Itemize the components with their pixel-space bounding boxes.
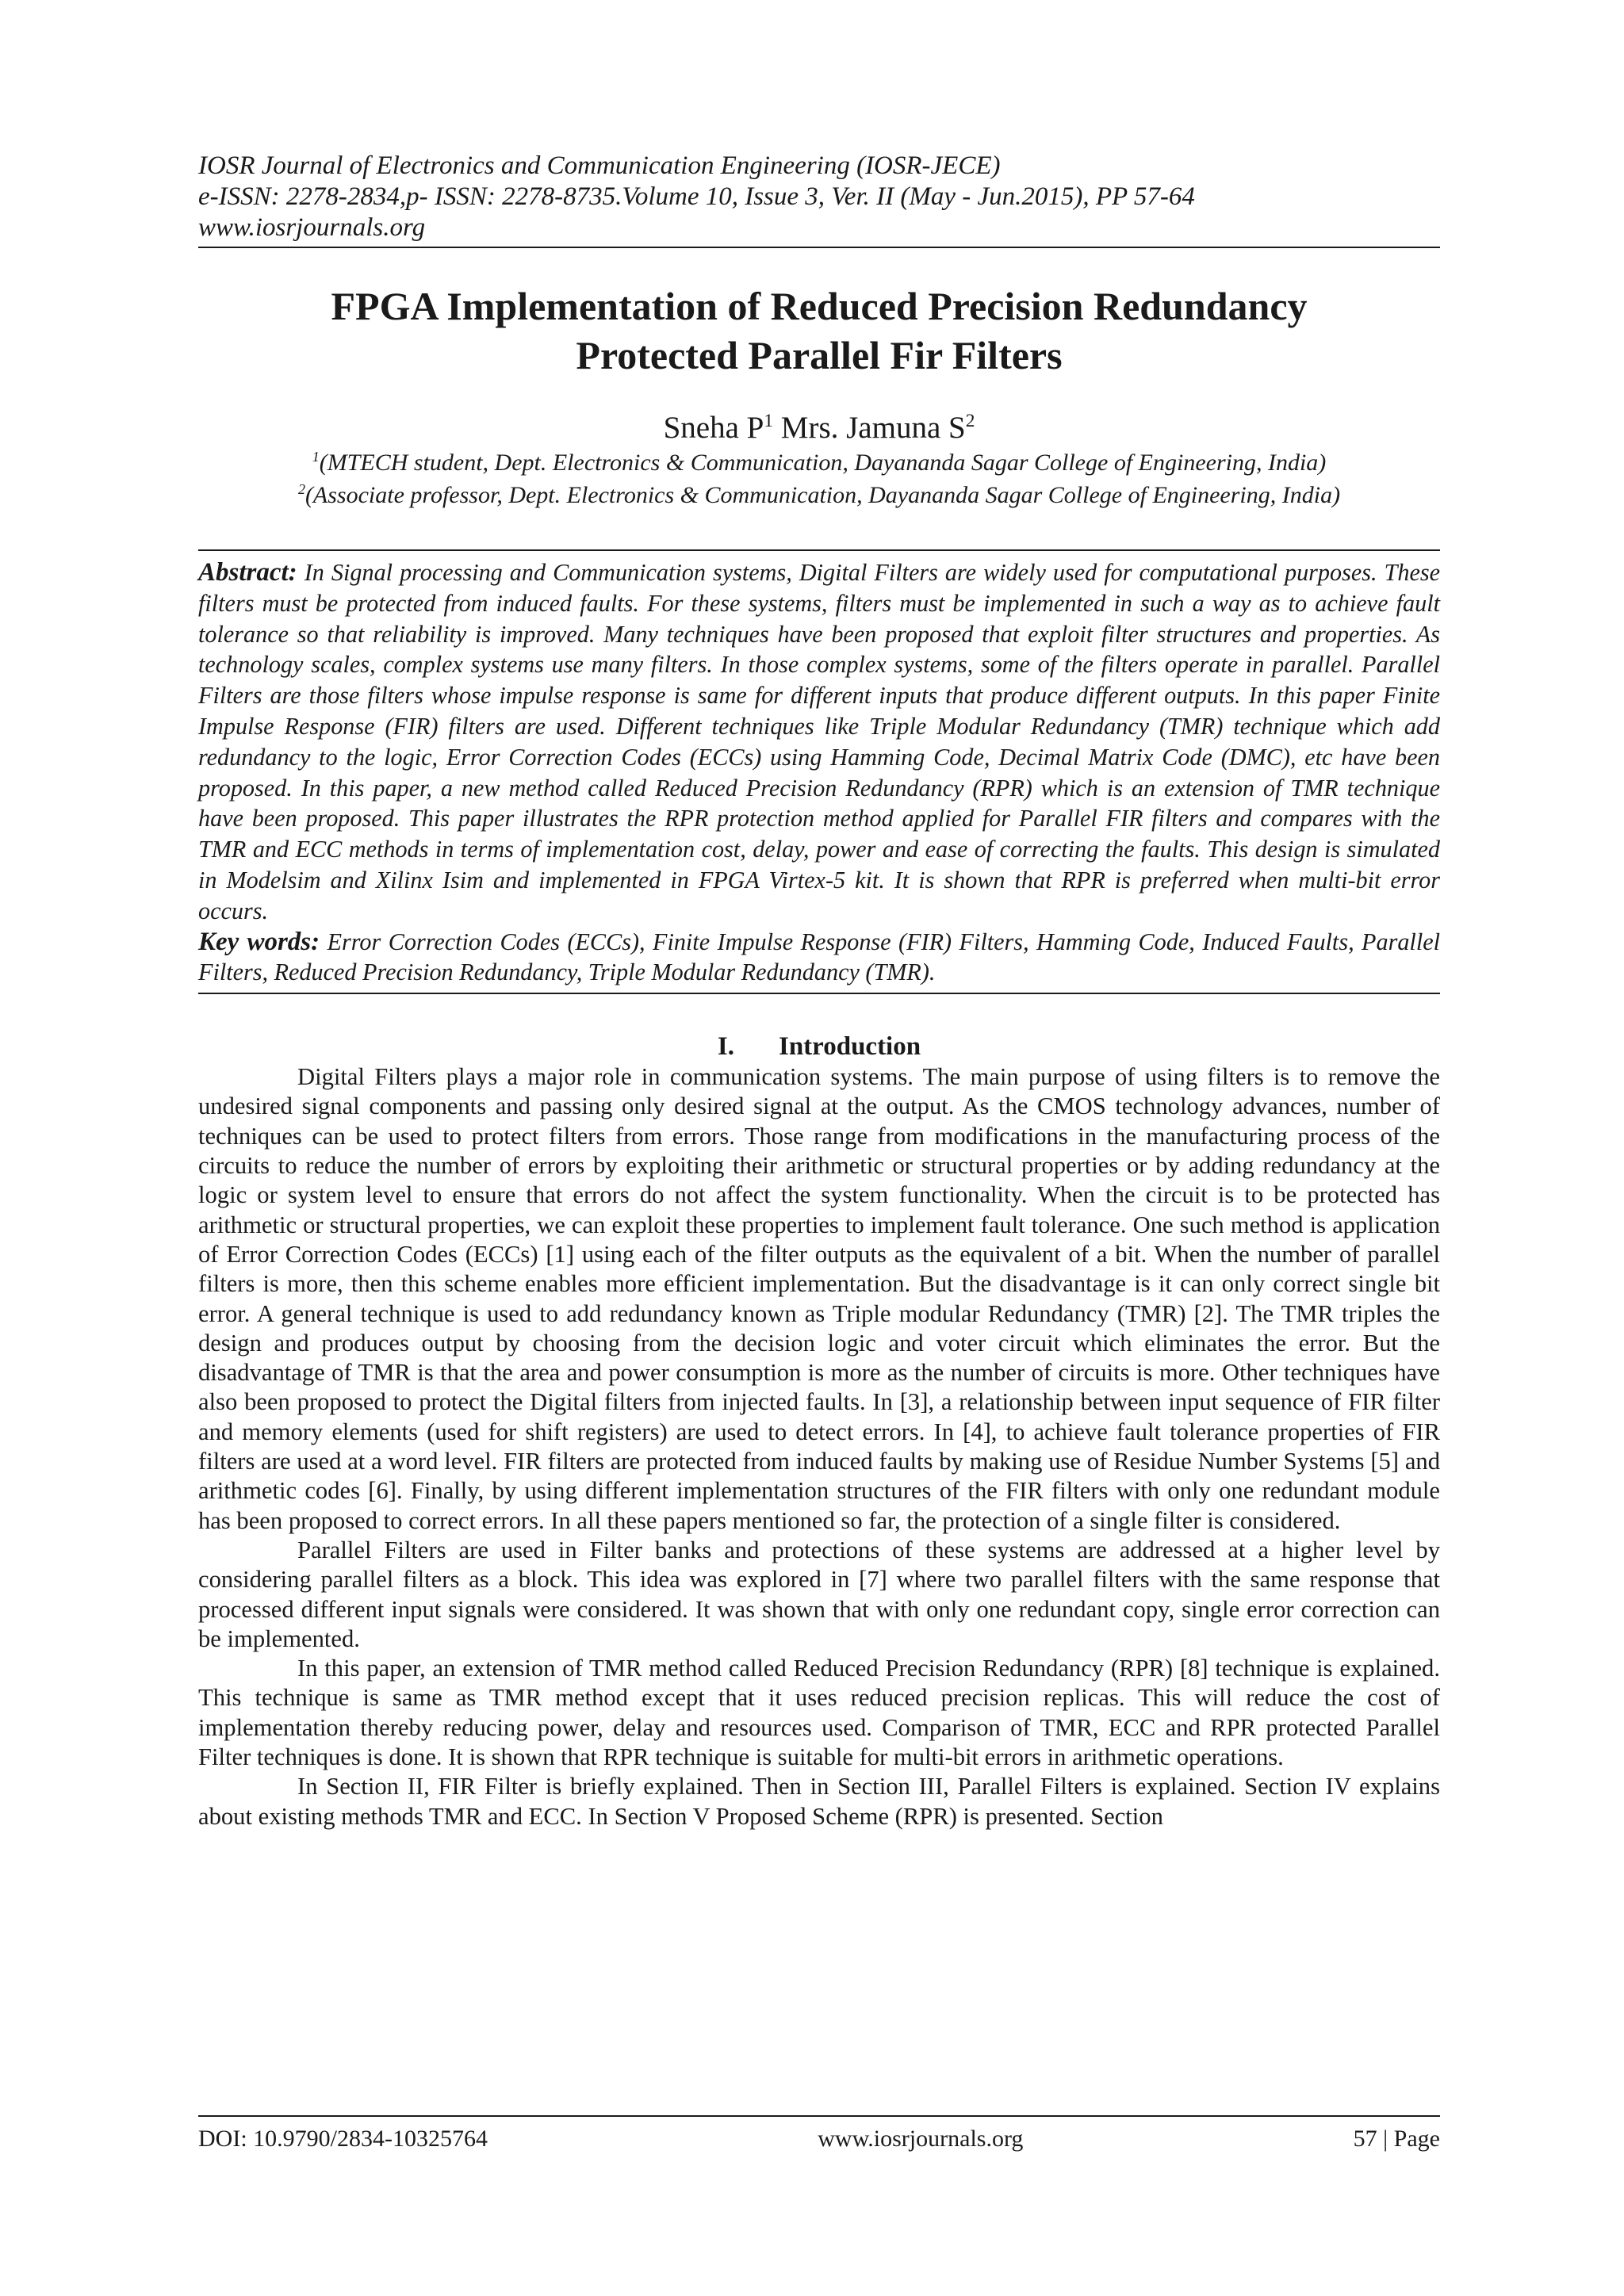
journal-website: www.iosrjournals.org	[198, 213, 426, 242]
abstract-box	[198, 549, 1440, 994]
affiliation-2	[198, 479, 1440, 511]
introduction-body	[198, 1062, 1440, 1831]
authors	[198, 410, 1440, 446]
author-1-name: Sneha P	[663, 411, 764, 445]
section-title: Introduction	[778, 1032, 921, 1062]
abstract-label: Abstract:	[198, 558, 297, 587]
paragraph: Parallel Filters are used in Filter banks and protections of these systems are addressed at a higher level by considering parallel filters as a block. This idea was explored in [7] where two parallel filters with the same response that processed different input signals were considered. It was shown that with only one redundant copy, single error correction can be implemented.	[198, 1536, 1440, 1652]
affiliation-1-text: (MTECH student, Dept. Electronics & Communication, Dayananda Sagar College of Engineering, India)	[319, 450, 1327, 476]
abstract-text: In Signal processing and Communication systems, Digital Filters are widely used for computational purposes. These filters must be protected from induced faults. For these systems, filters must be implemented in such a way as to achieve fault tolerance so that reliability is improved. Many techniques have been proposed that exploit filter structures and properties. As technology scales, complex systems use many filters. In those complex systems, some of the filters operate in parallel. Parallel Filters are those filters whose impulse response is same for different inputs that produce different outputs. In this paper Finite Impulse Response (FIR) filters are used. Different techniques like Triple Modular Redundancy (TMR) technique which add redundancy to the logic, Error Correction Codes (ECCs) using Hamming Code, Decimal Matrix Code (DMC), etc have been proposed. In this paper, a new method called Reduced Precision Redundancy (RPR) which is an extension of TMR technique have been proposed. This paper illustrates the RPR protection method applied for Parallel FIR filters and compares with the TMR and ECC methods in terms of implementation cost, delay, power and ease of correcting the faults. This design is simulated in Modelsim and Xilinx Isim and implemented in FPGA Virtex-5 kit. It is shown that RPR is preferred when multi-bit error occurs.	[198, 559, 1441, 924]
paper-title-line-1: FPGA Implementation of Reduced Precision Redundancy	[331, 284, 1308, 328]
paper-page	[198, 151, 1440, 1831]
paragraph: Digital Filters plays a major role in communication systems. The main purpose of using filters is to remove the undesired signal components and passing only desired signal at the output. As the CMOS technology advances, number of techniques can be used to protect filters from errors. Those range from modifications in the manufacturing process of the circuits to reduce the number of errors by exploiting their arithmetic or structural properties or by adding redundancy at the logic or system level to ensure that errors do not affect the system functionality. When the circuit is to be protected has arithmetic or structural properties, we can exploit these properties to implement fault tolerance. One such method is application of Error Correction Codes (ECCs) [1] using each of the filter outputs as the equivalent of a bit. When the number of parallel filters is more, then this scheme enables more efficient implementation. But the disadvantage is it can only correct single bit error. A general technique is used to add redundancy known as Triple modular Redundancy (TMR) [2]. The TMR triples the design and produces output by choosing from the decision logic and voter circuit which eliminates the error. But the disadvantage of TMR is that the area and power consumption is more as the number of circuits is more. Other techniques have also been proposed to protect the Digital filters from injected faults. In [3], a relationship between input sequence of FIR filter and memory elements (used for shift registers) are used to detect errors. In [4], to achieve fault tolerance properties of FIR filters are used at a word level. FIR filters are protected from induced faults by making use of Residue Number Systems [5] and arithmetic codes [6]. Finally, by using different implementation structures of the FIR filters with only one redundant module has been proposed to correct errors. In all these papers mentioned so far, the protection of a single filter is considered.	[198, 1063, 1440, 1534]
journal-issn-volume: e-ISSN: 2278-2834,p- ISSN: 2278-8735.Volume 10, Issue 3, Ver. II (May - Jun.2015), PP 57-64	[198, 182, 1195, 211]
section-heading-introduction	[198, 1031, 1440, 1062]
keywords	[198, 927, 1440, 989]
footer-doi: DOI: 10.9790/2834-10325764	[198, 2126, 488, 2152]
keywords-text: Error Correction Codes (ECCs), Finite Impulse Response (FIR) Filters, Hamming Code, Induced Faults, Parallel Filters, Reduced Precision Redundancy, Triple Modular Redundancy (TMR).	[198, 928, 1440, 986]
paper-title	[198, 281, 1440, 380]
footer-website: www.iosrjournals.org	[818, 2126, 1024, 2152]
author-1-affil-mark: 1	[764, 411, 774, 431]
journal-name: IOSR Journal of Electronics and Communication Engineering (IOSR-JECE)	[198, 151, 1001, 180]
journal-header	[198, 151, 1440, 248]
affiliation-1	[198, 446, 1440, 479]
affiliation-2-text: (Associate professor, Dept. Electronics & Communication, Dayananda Sagar College of Engineering, India)	[304, 482, 1341, 508]
author-2-name: Mrs. Jamuna S	[780, 411, 966, 445]
footer-page-number: 57 | Page	[1353, 2126, 1440, 2152]
paragraph: In this paper, an extension of TMR method called Reduced Precision Redundancy (RPR) [8] technique is explained. This technique is same as TMR method except that it uses reduced precision replicas. This will reduce the cost of implementation thereby reducing power, delay and resources used. Comparison of TMR, ECC and RPR protected Parallel Filter techniques is done. It is shown that RPR technique is suitable for multi-bit errors in arithmetic operations.	[198, 1655, 1440, 1770]
affiliation-1-mark: 1	[312, 449, 320, 465]
paragraph: In Section II, FIR Filter is briefly explained. Then in Section III, Parallel Filters is explained. Section IV explains about existing methods TMR and ECC. In Section V Proposed Scheme (RPR) is presented. Section	[198, 1773, 1440, 1830]
section-number: I.	[717, 1032, 734, 1062]
affiliation-2-mark: 2	[297, 481, 305, 497]
author-2-affil-mark: 2	[965, 411, 975, 431]
page-footer	[198, 2115, 1440, 2153]
paper-title-line-2: Protected Parallel Fir Filters	[576, 333, 1063, 377]
abstract	[198, 557, 1440, 927]
keywords-label: Key words:	[198, 927, 320, 956]
